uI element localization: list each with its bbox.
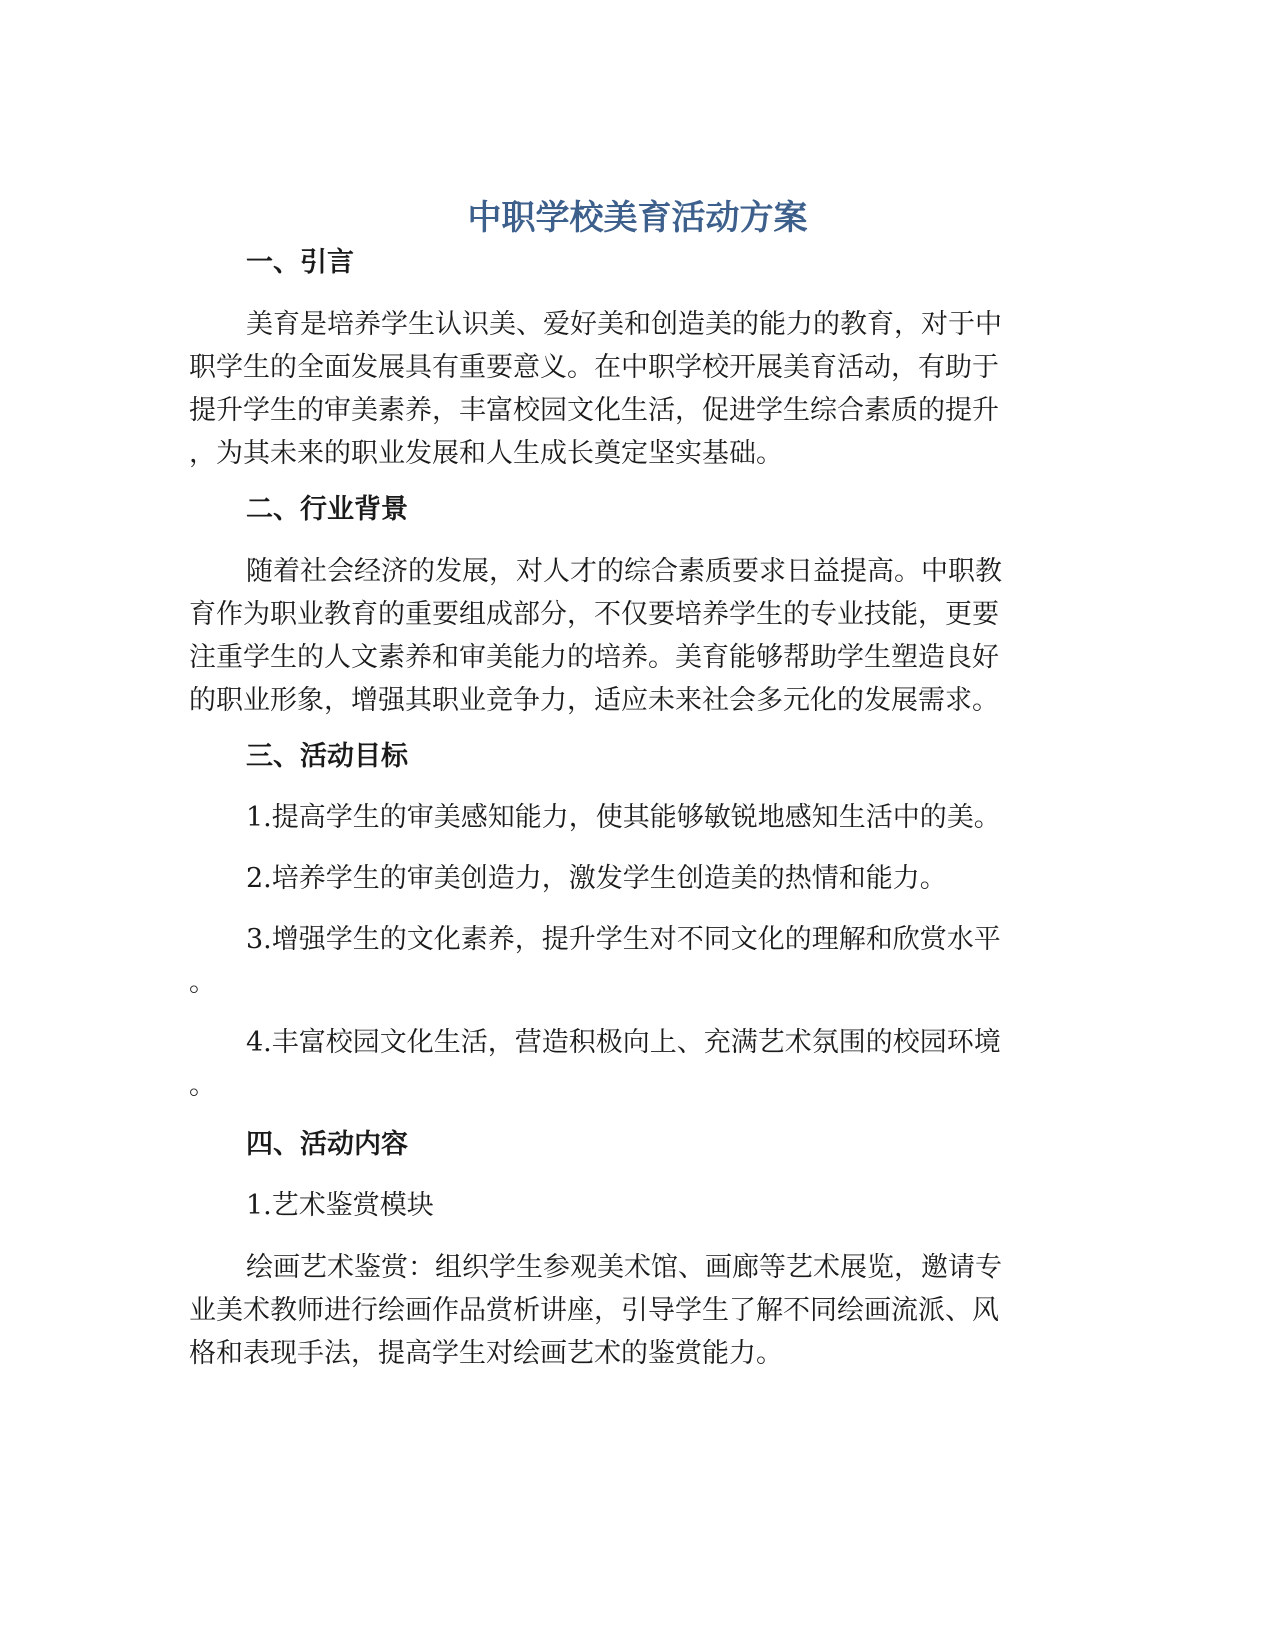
section-heading-content: 四、活动内容 (246, 1129, 408, 1160)
paragraph-line: 随着社会经济的发展，对人才的综合素质要求日益提高。中职教 (246, 556, 1002, 587)
goal-line: 。 (189, 967, 216, 998)
paragraph-line: 美育是培养学生认识美、爱好美和创造美的能力的教育，对于中 (246, 309, 1002, 340)
paragraph-line: 业美术教师进行绘画作品赏析讲座，引导学生了解不同绘画流派、风 (189, 1295, 999, 1326)
subheading-art-appreciation (189, 1184, 1061, 1227)
paragraph-line: 育作为职业教育的重要组成部分，不仅要培养学生的专业技能，更要 (189, 599, 999, 630)
art-appreciation-paragraph (189, 1246, 1061, 1375)
paragraph-line: 格和表现手法，提高学生对绘画艺术的鉴赏能力。 (189, 1338, 783, 1369)
background-paragraph (189, 550, 1061, 722)
goal-item (189, 857, 1061, 900)
paragraph-line: 提升学生的审美素养，丰富校园文化生活，促进学生综合素质的提升 (189, 395, 999, 426)
paragraph-line: 的职业形象，增强其职业竞争力，适应未来社会多元化的发展需求。 (189, 685, 999, 716)
subheading-line: 1.艺术鉴赏模块 (246, 1190, 434, 1221)
section-heading-goals: 三、活动目标 (246, 741, 408, 772)
intro-paragraph (189, 303, 1061, 475)
goal-item (189, 1021, 1061, 1107)
section-heading-intro: 一、引言 (246, 247, 354, 278)
goal-line: 3.增强学生的文化素养，提升学生对不同文化的理解和欣赏水平 (246, 924, 1001, 955)
goal-line: 2.培养学生的审美创造力，激发学生创造美的热情和能力。 (246, 863, 947, 894)
goal-item (189, 918, 1061, 1004)
paragraph-line: 注重学生的人文素养和审美能力的培养。美育能够帮助学生塑造良好 (189, 642, 999, 673)
goal-line: 1.提高学生的审美感知能力，使其能够敏锐地感知生活中的美。 (246, 802, 1001, 833)
goal-line: 4.丰富校园文化生活，营造积极向上、充满艺术氛围的校园环境 (246, 1027, 1001, 1058)
paragraph-line: 职学生的全面发展具有重要意义。在中职学校开展美育活动，有助于 (189, 352, 999, 383)
document-title: 中职学校美育活动方案 (467, 198, 808, 238)
goal-item (189, 796, 1061, 839)
paragraph-line: ，为其未来的职业发展和人生成长奠定坚实基础。 (189, 438, 783, 469)
section-heading-background: 二、行业背景 (246, 494, 408, 525)
goal-line: 。 (189, 1070, 216, 1101)
paragraph-line: 绘画艺术鉴赏：组织学生参观美术馆、画廊等艺术展览，邀请专 (246, 1252, 1002, 1283)
